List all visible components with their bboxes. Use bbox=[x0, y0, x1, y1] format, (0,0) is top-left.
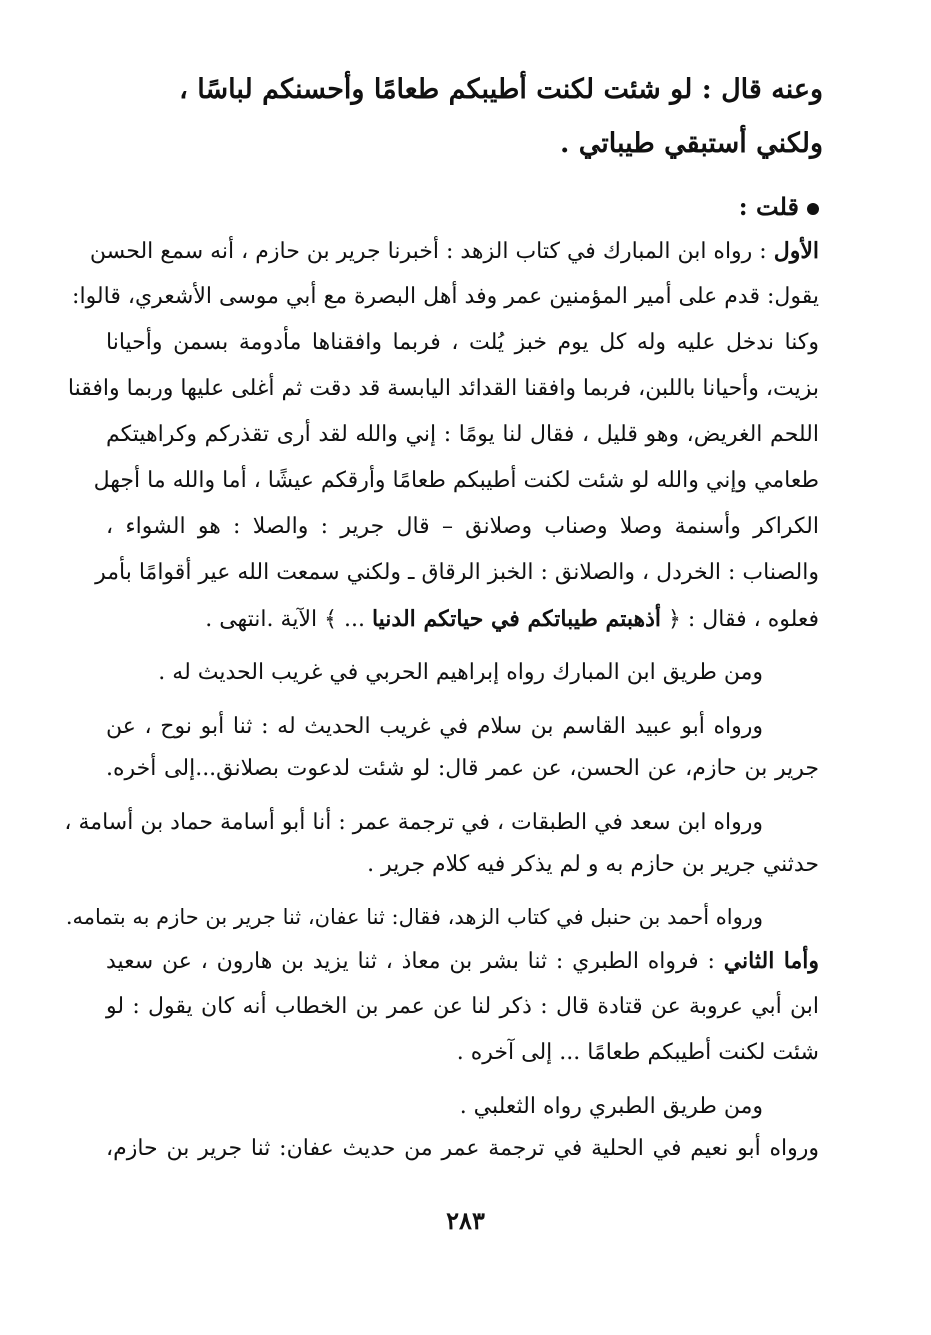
quran-quote: أذهبتم طيباتكم في حياتكم الدنيا bbox=[371, 606, 661, 632]
first-line-7: الكراكر وأسنمة وصلا وصناب وصلانق – قال جرير : والصلا : هو الشواء ، bbox=[106, 514, 819, 539]
note-label-text: قلت : bbox=[738, 192, 799, 221]
second-line-2: ابن أبي عروبة عن قتادة قال : ذكر لنا عن عمر بن الخطاب أنه كان يقول : لو bbox=[106, 994, 819, 1019]
para-saad-line-1: ورواه ابن سعد في الطبقات ، في ترجمة عمر : أنا أبو أسامة حماد بن أسامة ، bbox=[64, 810, 763, 835]
first-line-9-end: ... ﴾ الآية .انتهى . bbox=[205, 607, 365, 632]
para-tabari: ومن طريق الطبري رواه الثعلبي . bbox=[459, 1094, 763, 1119]
heading-line-2: ولكني أستبقي طيباتي . bbox=[559, 128, 823, 159]
first-line-4: بزيت، وأحيانا باللبن، فربما وافقنا القدائد اليابسة قد دقت ثم أغلى عليها وربما وافقنا bbox=[67, 376, 819, 401]
first-line-1-text: : رواه ابن المبارك في كتاب الزهد : أخبرنا جرير بن حازم ، أنه سمع الحسن bbox=[89, 239, 767, 264]
first-line-6: طعامي وإني والله لو شئت لكنت أطيبكم طعامًا وأرقكم عيشًا ، أما والله ما أجهل bbox=[93, 468, 819, 493]
first-line-9 bbox=[205, 602, 819, 637]
first-line-5: اللحم الغريض، وهو قليل ، فقال لنا يومًا : إني والله لقد أرى تقذركم وكراهيتكم bbox=[106, 422, 819, 447]
first-line-1 bbox=[89, 234, 819, 269]
first-line-9-start: فعلوه ، فقال : ﴿ bbox=[667, 607, 819, 632]
para-mubarak: ومن طريق ابن المبارك رواه إبراهيم الحربي في غريب الحديث له . bbox=[158, 660, 763, 685]
first-line-2: يقول: قدم على أمير المؤمنين عمر وفد أهل البصرة مع أبي موسى الأشعري، قالوا: bbox=[72, 284, 819, 309]
first-line-3: وكنا ندخل عليه وله كل يوم خبز يُلت ، فربما وافقناها مأدومة بسمن وأحيانا bbox=[106, 330, 819, 355]
second-line-1-text: : فرواه الطبري : ثنا بشر بن معاذ ، ثنا يزيد بن هارون ، عن سعيد bbox=[106, 949, 715, 974]
page-number: ٢٨٣ bbox=[446, 1206, 485, 1235]
para-nuaim: ورواه أبو نعيم في الحلية في ترجمة عمر من حديث عفان: ثنا جرير بن حازم، bbox=[106, 1136, 819, 1161]
second-line-3: شئت لكنت أطيبكم طعامًا ... إلى آخره . bbox=[456, 1040, 819, 1065]
heading-line-1: وعنه قال : لو شئت لكنت أطيبكم طعامًا وأحسنكم لباسًا ، bbox=[179, 74, 823, 105]
para-ubaid-line-1: ورواه أبو عبيد القاسم بن سلام في غريب الحديث له : ثنا أبو نوح ، عن bbox=[106, 714, 763, 739]
second-label: وأما الثاني bbox=[723, 948, 820, 974]
para-saad-line-2: حدثني جرير بن حازم به و لم يذكر فيه كلام جرير . bbox=[367, 852, 819, 877]
first-label: الأول bbox=[773, 238, 819, 264]
first-line-8: والصناب : الخردل ، والصلانق : الخبز الرقاق ـ ولكني سمعت الله عير أقوامًا بأمر bbox=[95, 560, 819, 585]
note-label bbox=[739, 190, 819, 224]
bullet-icon bbox=[807, 203, 819, 215]
para-ubaid-line-2: جرير بن حازم، عن الحسن، عن عمر قال: لو شئت لدعوت بصلانق...إلى أخره. bbox=[106, 756, 819, 781]
para-ahmad: ورواه أحمد بن حنبل في كتاب الزهد، فقال: ثنا عفان، ثنا جرير بن حازم به بتمامه. bbox=[65, 905, 763, 929]
second-line-1 bbox=[106, 944, 819, 979]
